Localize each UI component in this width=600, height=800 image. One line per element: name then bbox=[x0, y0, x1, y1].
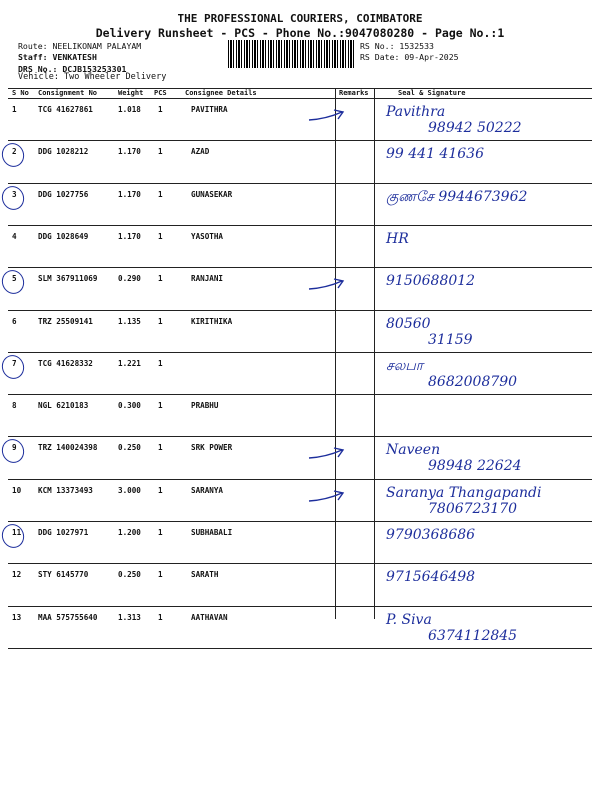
handwritten-signature: Saranya Thangapandi bbox=[386, 484, 542, 501]
row-pcs: 1 bbox=[158, 485, 163, 495]
col-signature: Seal & Signature bbox=[398, 89, 466, 97]
row-pcs: 1 bbox=[158, 147, 163, 157]
handwritten-signature: Pavithra bbox=[386, 104, 446, 120]
row-pcs: 1 bbox=[158, 570, 163, 580]
row-consignee: KIRITHIKA bbox=[191, 316, 233, 326]
row-consignment: TCG 41628332 bbox=[38, 358, 93, 368]
row-consignment: MAA 575755640 bbox=[38, 612, 98, 622]
col-consignment: Consignment No bbox=[38, 89, 98, 97]
company-title: THE PROFESSIONAL COURIERS, COIMBATORE bbox=[177, 12, 423, 25]
arrow-mark bbox=[308, 108, 346, 122]
row-consignment: SLM 367911069 bbox=[38, 274, 98, 284]
row-weight: 0.290 bbox=[118, 274, 141, 284]
row-weight: 3.000 bbox=[118, 485, 141, 495]
rs-date: RS Date: 09-Apr-2025 bbox=[360, 52, 459, 62]
row-consignment: KCM 13373493 bbox=[38, 485, 93, 495]
barcode bbox=[228, 40, 356, 68]
row-consignee: SARATH bbox=[191, 570, 219, 580]
row-consignment: STY 6145770 bbox=[38, 570, 89, 580]
col-consignee: Consignee Details bbox=[185, 89, 257, 97]
sno-circle-mark bbox=[0, 352, 27, 382]
row-weight: 1.313 bbox=[118, 612, 141, 622]
staff-label: Staff: VENKATESH bbox=[18, 52, 97, 62]
row-consignment: DDG 1028649 bbox=[38, 231, 89, 241]
table-row bbox=[8, 310, 592, 352]
table-row bbox=[8, 140, 592, 182]
row-weight: 0.300 bbox=[118, 401, 141, 411]
table-row bbox=[8, 479, 592, 521]
runsheet-subtitle: Delivery Runsheet - PCS - Phone No.:9047080280 - Page No.:1 bbox=[95, 26, 505, 40]
sno-circle-mark bbox=[0, 521, 27, 551]
row-pcs: 1 bbox=[158, 358, 163, 368]
table-row bbox=[8, 394, 592, 436]
row-sno: 9 bbox=[12, 443, 17, 453]
row-consignee: SUBHABALI bbox=[191, 528, 233, 537]
handwritten-phone: 8682008790 bbox=[428, 373, 518, 390]
sno-circle-mark bbox=[0, 183, 27, 213]
row-consignee: PRABHU bbox=[191, 401, 219, 411]
handwritten-phone: 6374112845 bbox=[428, 627, 518, 644]
col-weight: Weight bbox=[118, 89, 144, 97]
table-row bbox=[8, 225, 592, 267]
table-row bbox=[8, 436, 592, 478]
sno-circle-mark bbox=[0, 140, 27, 170]
runsheet-table bbox=[8, 88, 592, 644]
row-sno: 13 bbox=[12, 612, 22, 622]
row-sno: 2 bbox=[12, 147, 17, 157]
handwritten-signature: 9790368686 bbox=[386, 527, 476, 543]
table-row bbox=[8, 267, 592, 309]
row-sno: 10 bbox=[12, 485, 22, 495]
row-consignment: DDG 1027971 bbox=[38, 528, 89, 537]
handwritten-phone: 7806723170 bbox=[428, 500, 518, 517]
row-pcs: 1 bbox=[158, 401, 163, 411]
row-weight: 1.221 bbox=[118, 358, 141, 368]
row-divider bbox=[8, 648, 592, 649]
row-weight: 1.170 bbox=[118, 189, 141, 199]
row-weight: 1.170 bbox=[118, 147, 141, 157]
row-sno: 5 bbox=[12, 274, 17, 284]
handwritten-signature: 80560 bbox=[386, 315, 431, 332]
row-consignment: DDG 1028212 bbox=[38, 147, 89, 157]
row-consignee: PAVITHRA bbox=[191, 105, 228, 114]
row-sno: 6 bbox=[12, 316, 17, 326]
row-sno: 12 bbox=[12, 570, 22, 580]
table-row bbox=[8, 563, 592, 605]
table-row bbox=[8, 98, 592, 140]
row-consignee: SARANYA bbox=[191, 485, 224, 495]
handwritten-signature: Naveen bbox=[386, 442, 441, 459]
row-pcs: 1 bbox=[158, 105, 163, 114]
table-row bbox=[8, 606, 592, 648]
row-weight: 1.018 bbox=[118, 105, 141, 114]
row-sno: 4 bbox=[12, 231, 17, 241]
arrow-mark bbox=[308, 446, 346, 460]
route-label: Route: NEELIKONAM PALAYAM bbox=[18, 41, 142, 51]
handwritten-signature: P. Siva bbox=[386, 611, 432, 628]
row-consignment: TRZ 140024398 bbox=[38, 443, 98, 453]
drs-number: DRS No.: DCJB153253301 bbox=[18, 64, 127, 74]
sno-circle-mark bbox=[0, 436, 27, 466]
row-sno: 7 bbox=[12, 358, 17, 368]
handwritten-signature: 9715646498 bbox=[386, 569, 476, 586]
arrow-mark bbox=[308, 489, 346, 503]
handwritten-phone: 98942 50222 bbox=[428, 120, 522, 136]
row-weight: 1.135 bbox=[118, 316, 141, 326]
rs-number: RS No.: 1532533 bbox=[360, 41, 434, 51]
handwritten-signature: 99 441 41636 bbox=[386, 146, 484, 163]
row-consignee: RANJANI bbox=[191, 274, 224, 284]
row-pcs: 1 bbox=[158, 528, 163, 537]
row-consignment: TCG 41627861 bbox=[38, 105, 93, 114]
row-consignee: YASOTHA bbox=[191, 231, 224, 241]
row-pcs: 1 bbox=[158, 231, 163, 241]
table-row bbox=[8, 352, 592, 394]
handwritten-signature: 9150688012 bbox=[386, 273, 476, 290]
col-sno: S No bbox=[12, 89, 29, 97]
table-row bbox=[8, 183, 592, 225]
row-weight: 0.250 bbox=[118, 443, 141, 453]
row-consignee: SRK POWER bbox=[191, 443, 233, 453]
row-consignee: GUNASEKAR bbox=[191, 189, 233, 199]
row-sno: 11 bbox=[12, 528, 22, 537]
row-consignment: TRZ 25509141 bbox=[38, 316, 93, 326]
handwritten-phone: 98948 22624 bbox=[428, 458, 522, 475]
row-sno: 1 bbox=[12, 105, 17, 114]
row-pcs: 1 bbox=[158, 189, 163, 199]
row-sno: 3 bbox=[12, 189, 17, 199]
row-pcs: 1 bbox=[158, 316, 163, 326]
row-consignee: AATHAVAN bbox=[191, 612, 228, 622]
row-pcs: 1 bbox=[158, 612, 163, 622]
vehicle-label: Vehicle: Two Wheeler Delivery bbox=[18, 72, 167, 82]
row-weight: 0.250 bbox=[118, 570, 141, 580]
arrow-mark bbox=[308, 277, 346, 291]
row-weight: 1.200 bbox=[118, 528, 141, 537]
sno-circle-mark bbox=[0, 267, 27, 297]
row-consignment: NGL 6210183 bbox=[38, 401, 89, 411]
row-pcs: 1 bbox=[158, 443, 163, 453]
col-pcs: PCS bbox=[154, 89, 167, 97]
row-consignment: DDG 1027756 bbox=[38, 189, 89, 199]
row-weight: 1.170 bbox=[118, 231, 141, 241]
col-remarks: Remarks bbox=[339, 89, 369, 97]
row-consignee: AZAD bbox=[191, 147, 210, 157]
row-sno: 8 bbox=[12, 401, 17, 411]
handwritten-signature: HR bbox=[386, 230, 409, 247]
table-row bbox=[8, 521, 592, 563]
handwritten-phone: 31159 bbox=[428, 331, 473, 348]
handwritten-signature: குணசே 9944673962 bbox=[386, 188, 528, 205]
handwritten-signature: சலபா bbox=[386, 357, 424, 374]
row-pcs: 1 bbox=[158, 274, 163, 284]
